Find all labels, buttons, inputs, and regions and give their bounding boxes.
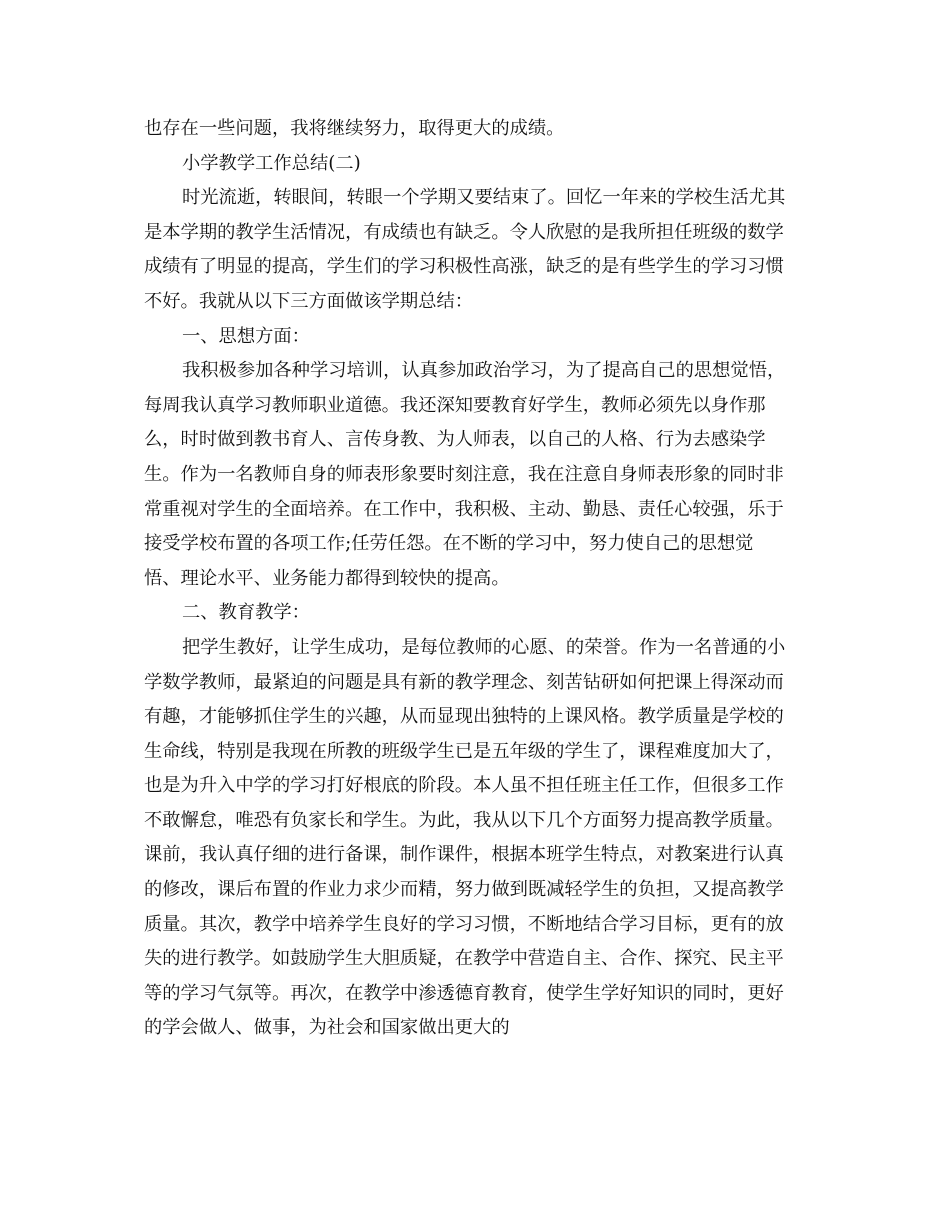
text-line: 也存在一些问题，我将继续努力，取得更大的成绩。: [144, 118, 565, 139]
text-line: 的修改，课后布置的作业力求少而精，努力做到既减轻学生的负担，又提高教学: [144, 879, 784, 901]
section-heading: 二、教育教学：: [182, 602, 310, 624]
text-line: 每周我认真学习教师职业道德。我还深知要教育好学生，教师必须先以身作那: [144, 394, 766, 416]
text-line: 成绩有了明显的提高，学生们的学习积极性高涨，缺乏的是有些学生的学习习惯: [144, 256, 784, 278]
text-line: 也是为升入中学的学习打好根底的阶段。本人虽不担任班主任工作，但很多工作: [144, 775, 784, 797]
text-line: 把学生教好，让学生成功，是每位教师的心愿、的荣誉。作为一名普通的小: [182, 636, 786, 658]
text-line: 是本学期的教学生活情况，有成绩也有缺乏。令人欣慰的是我所担任班级的数学: [144, 221, 784, 243]
text-line: 学数学教师，最紧迫的问题是具有新的教学理念、刻苦钻研如何把课上得深动而: [144, 671, 784, 693]
text-line: 生。作为一名教师自身的师表形象要时刻注意，我在注意自身师表形象的同时非: [144, 463, 784, 485]
text-line: 接受学校布置的各项工作;任劳任怨。在不断的学习中，努力使自己的思想觉: [144, 533, 754, 555]
text-line: 失的进行教学。如鼓励学生大胆质疑，在教学中营造自主、合作、探究、民主平: [144, 948, 784, 970]
text-line: 不敢懈怠，唯恐有负家长和学生。为此，我从以下几个方面努力提高教学质量。: [144, 809, 784, 831]
text-line: 不好。我就从以下三方面做该学期总结：: [144, 290, 474, 312]
text-line: 生命线，特别是我现在所教的班级学生已是五年级的学生了，课程难度加大了，: [144, 740, 784, 762]
text-line: 质量。其次，教学中培养学生良好的学习习惯，不断地结合学习目标，更有的放: [144, 913, 784, 935]
text-line: 常重视对学生的全面培养。在工作中，我积极、主动、勤恳、责任心较强，乐于: [144, 498, 784, 520]
document-body: [144, 112, 814, 1046]
text-line: 悟、理论水平、业务能力都得到较快的提高。: [144, 567, 510, 589]
section-heading: 小学教学工作总结(二): [182, 152, 361, 174]
text-line: 时光流逝，转眼间，转眼一个学期又要结束了。回忆一年来的学校生活尤其: [182, 187, 786, 209]
text-line: 课前，我认真仔细的进行备课，制作课件，根据本班学生特点，对教案进行认真: [144, 844, 784, 866]
section-heading: 一、思想方面：: [182, 325, 310, 347]
text-line: 么，时时做到教书育人、言传身教、为人师表，以自己的人格、行为去感染学: [144, 429, 766, 451]
text-line: 等的学习气氛等。再次，在教学中渗透德育教育，使学生学好知识的同时，更好: [144, 982, 784, 1004]
text-line: 的学会做人、做事，为社会和国家做出更大的: [144, 1017, 510, 1039]
text-line: 有趣，才能够抓住学生的兴趣，从而显现出独特的上课风格。教学质量是学校的: [144, 706, 784, 728]
text-line: 我积极参加各种学习培训，认真参加政治学习，为了提高自己的思想觉悟，: [182, 360, 786, 382]
